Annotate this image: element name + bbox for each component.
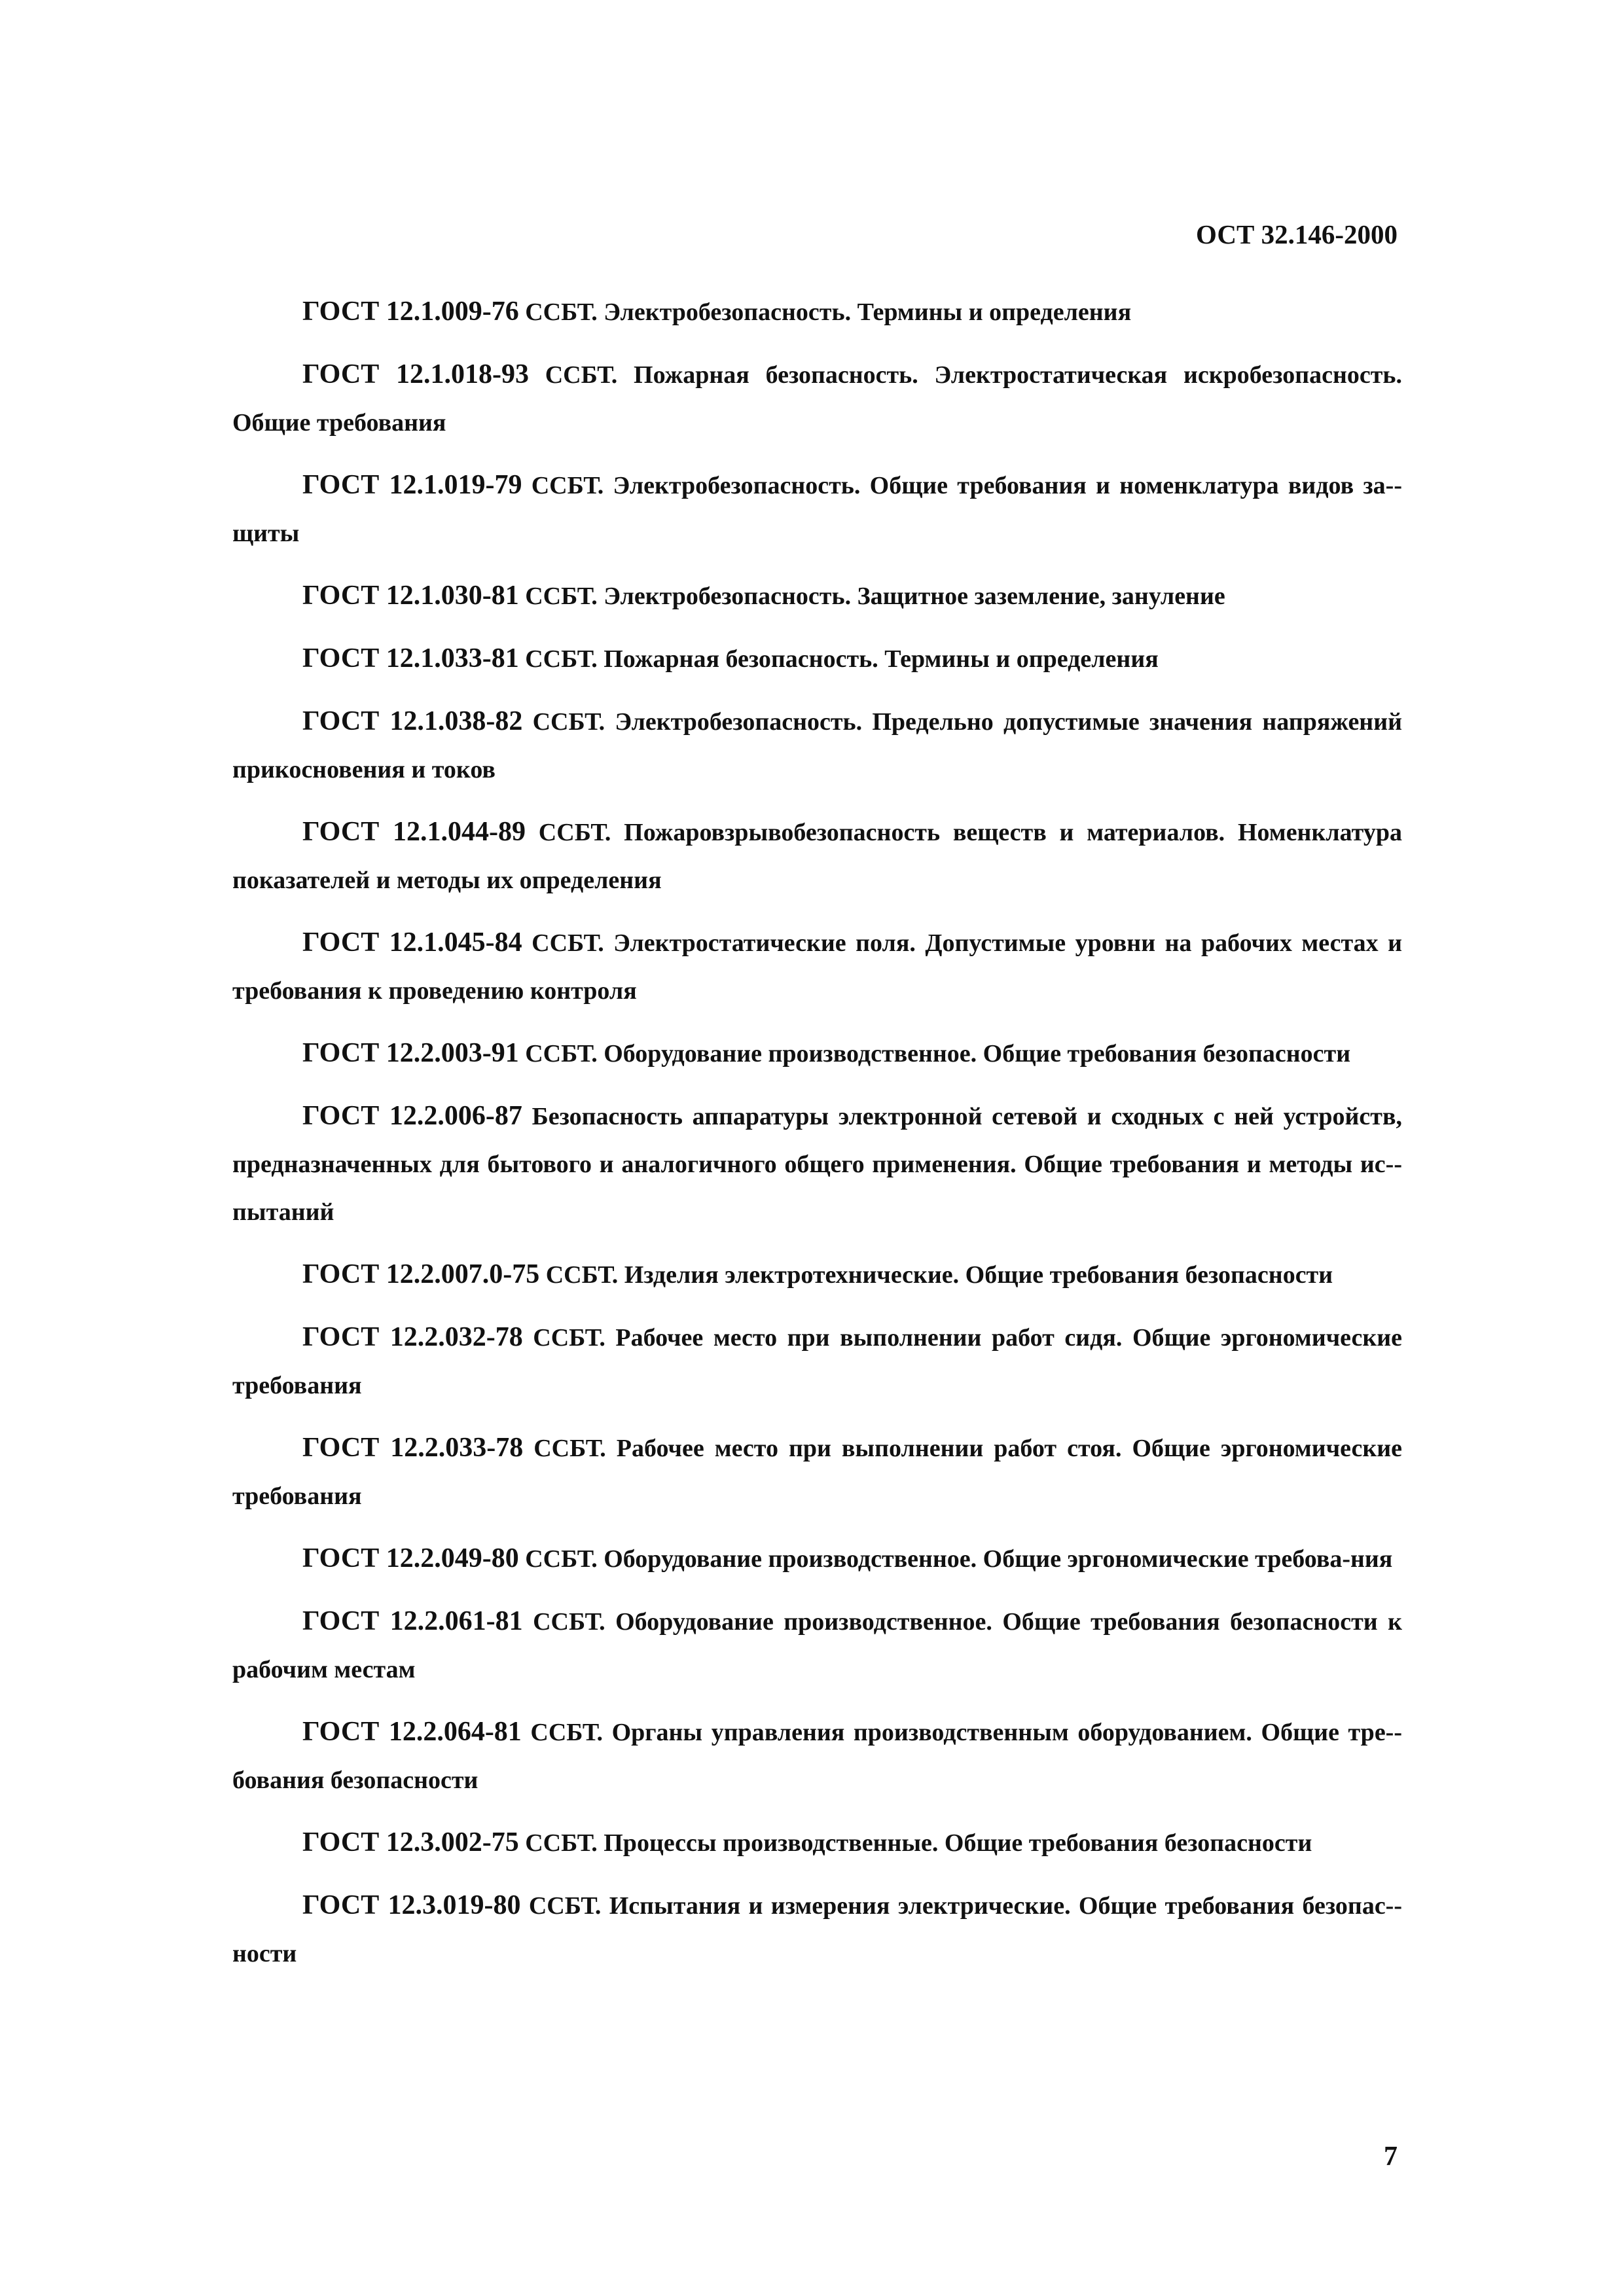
page-number: 7 [1384,2142,1398,2172]
reference-title: ССБТ. Электростатические поля. Допустимые уровни на рабочих местах и требования к проведению контроля [232,929,1402,1005]
reference-code: ГОСТ 12.1.018-93 [302,359,529,389]
reference-title: Безопасность аппаратуры электронной сетевой и сходных с ней устройств, предназначенных для бытового и аналогичного общего применения. Общие требования и методы ис-пытаний [232,1103,1402,1226]
reference-item [232,1708,1402,1804]
reference-title: ССБТ. Оборудование производственное. Общие эргономические требова-ния [518,1545,1393,1573]
reference-code: ГОСТ 12.2.003-91 [302,1038,519,1068]
reference-code: ГОСТ 12.1.045-84 [302,927,522,958]
reference-code: ГОСТ 12.2.006-87 [302,1101,522,1131]
reference-item [232,351,1402,447]
reference-item [232,1882,1402,1978]
reference-title: ССБТ. Пожарная безопасность. Термины и определения [518,645,1159,673]
reference-title: ССБТ. Оборудование производственное. Общие требования безопасности [518,1040,1351,1067]
reference-title: ССБТ. Органы управления производственным оборудованием. Общие тре-бования безопасности [232,1719,1402,1794]
reference-title: ССБТ. Изделия электротехнические. Общие требования безопасности [539,1261,1333,1289]
reference-code: ГОСТ 12.2.032-78 [302,1322,523,1352]
reference-code: ГОСТ 12.3.002-75 [302,1827,519,1857]
reference-code: ГОСТ 12.1.019-79 [302,470,522,500]
reference-item [232,1314,1402,1410]
reference-code: ГОСТ 12.2.061-81 [302,1606,523,1636]
reference-code: ГОСТ 12.3.019-80 [302,1890,521,1920]
reference-title: ССБТ. Пожаровзрывобезопасность веществ и материалов. Номенклатура показателей и методы их определения [232,819,1402,894]
document-code-header: ОСТ 32.146-2000 [1195,219,1398,249]
reference-list [232,288,1402,1992]
reference-code: ГОСТ 12.2.007.0-75 [302,1259,540,1289]
reference-item [232,1819,1402,1867]
reference-code: ГОСТ 12.1.030-81 [302,581,519,611]
reference-title: ССБТ. Электробезопасность. Предельно допустимые значения напряжений прикосновения и токов [232,708,1402,783]
reference-item [232,1424,1402,1520]
reference-code: ГОСТ 12.2.064-81 [302,1717,522,1747]
reference-code: ГОСТ 12.1.044-89 [302,817,526,847]
reference-title: ССБТ. Рабочее место при выполнении работ сидя. Общие эргономические требования [232,1324,1402,1399]
reference-item [232,572,1402,620]
reference-code: ГОСТ 12.2.049-80 [302,1543,519,1573]
reference-item [232,808,1402,905]
reference-title: ССБТ. Электробезопасность. Термины и определения [518,298,1132,326]
reference-code: ГОСТ 12.1.038-82 [302,706,523,736]
reference-item [232,919,1402,1015]
reference-code: ГОСТ 12.1.033-81 [302,643,519,673]
reference-item [232,1535,1402,1583]
reference-title: ССБТ. Электробезопасность. Защитное заземление, зануление [518,583,1225,610]
reference-title: ССБТ. Пожарная безопасность. Электростатическая искробезопасность. Общие требования [232,361,1402,437]
reference-title: ССБТ. Процессы производственные. Общие требования безопасности [518,1829,1312,1857]
reference-item [232,461,1402,558]
reference-title: ССБТ. Оборудование производственное. Общие требования безопасности к рабочим местам [232,1608,1402,1683]
reference-item [232,1598,1402,1694]
reference-title: ССБТ. Испытания и измерения электрические. Общие требования безопас-ности [232,1892,1402,1967]
reference-title: ССБТ. Рабочее место при выполнении работ стоя. Общие эргономические требования [232,1435,1402,1510]
reference-item [232,635,1402,683]
reference-item [232,698,1402,794]
reference-item [232,288,1402,336]
reference-item [232,1251,1402,1299]
reference-code: ГОСТ 12.1.009-76 [302,296,519,327]
reference-item [232,1092,1402,1236]
reference-item [232,1030,1402,1078]
reference-title: ССБТ. Электробезопасность. Общие требования и номенклатура видов за-щиты [232,472,1402,547]
reference-code: ГОСТ 12.2.033-78 [302,1433,524,1463]
